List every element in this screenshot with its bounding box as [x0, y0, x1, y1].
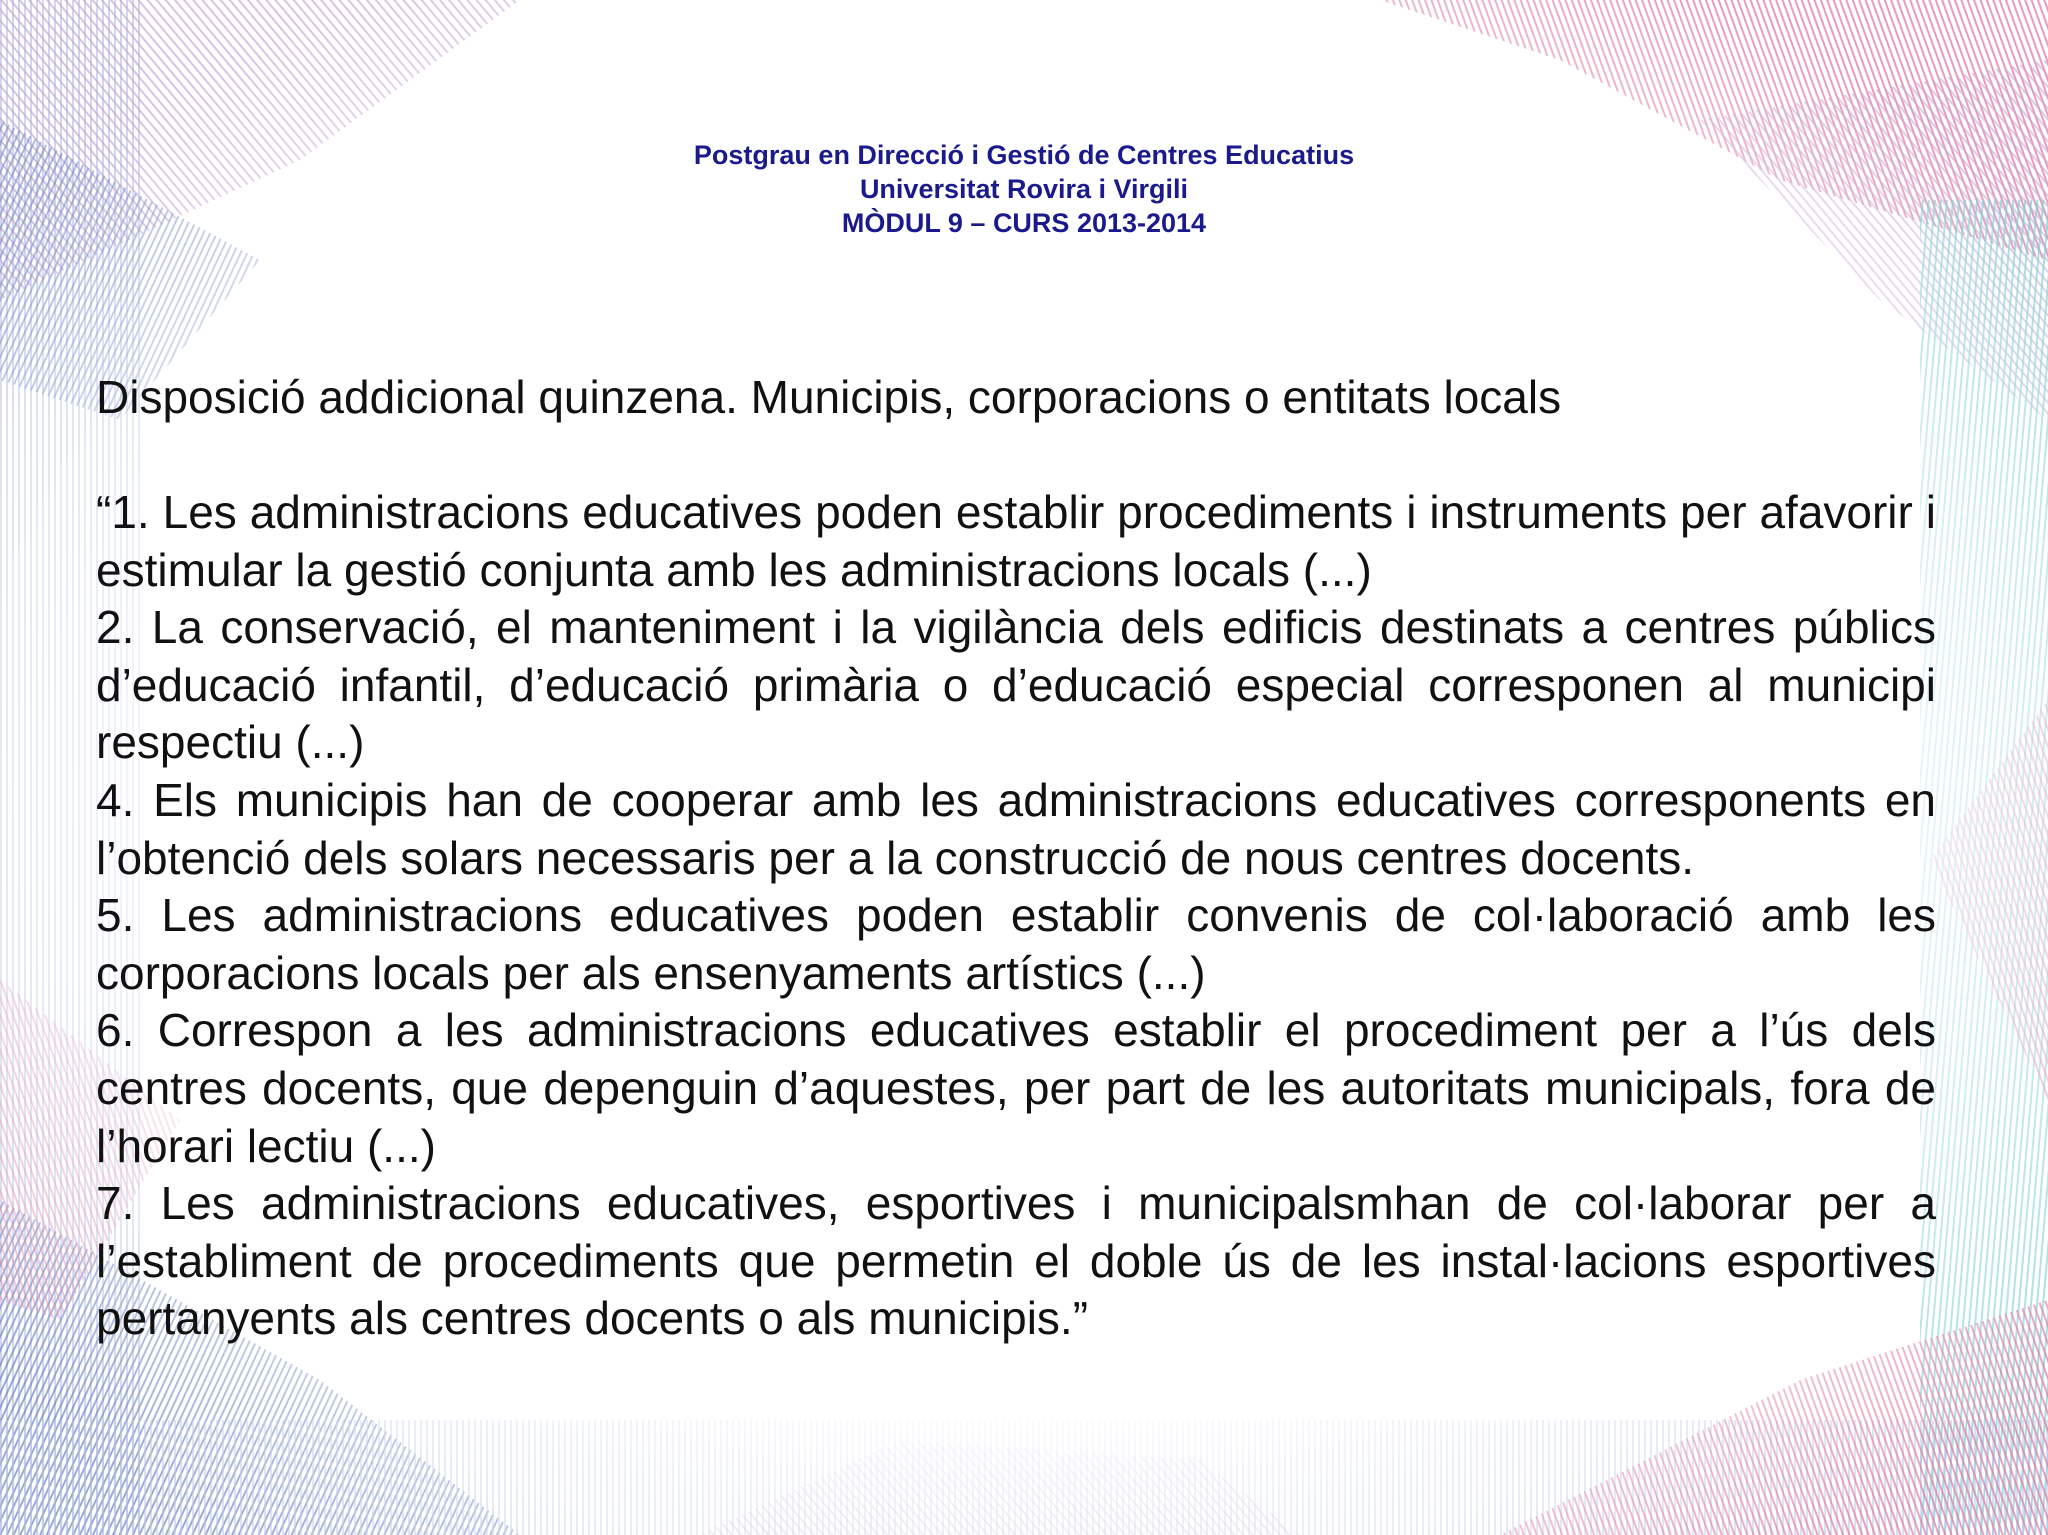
paragraph-5: 5. Les administracions educatives poden establir convenis de col·laboració amb les corporacions locals per als ensenyaments artístics (...) [96, 889, 1936, 999]
course-header [524, 138, 1524, 240]
paragraph-4: 4. Els municipis han de cooperar amb les administracions educatives corresponents en l’obtenció dels solars necessaris per a la construcció de nous centres docents. [96, 773, 1936, 884]
module-course: MÒDUL 9 – CURS 2013-2014 [841, 208, 1207, 238]
program-title: Postgrau en Direcció i Gestió de Centres Educatius [693, 140, 1355, 170]
quoted-text [96, 484, 1936, 1348]
paragraph-6: 6. Correspon a les administracions educatives establir el procediment per a l’ús dels centres docents, que depenguin d’aquestes, per part de les autoritats municipals, fora de l’horari lectiu (...) [96, 1004, 1936, 1172]
university-name: Universitat Rovira i Virgili [859, 174, 1189, 204]
slide-heading: Disposició addicional quinzena. Municipis, corporacions o entitats locals [96, 371, 1562, 423]
paragraph-2: 2. La conservació, el manteniment i la vigilància dels edificis destinats a centres públics d’educació infantil, d’educació primària o d’educació especial corresponen al municipi respectiu (...) [96, 601, 1936, 769]
paragraph-7: 7. Les administracions educatives, esportives i municipalsmhan de col·laborar per a l’establiment de procediments que permetin el doble ús de les instal·lacions esportives pertanyents als centres docents o als municipis.” [96, 1177, 1936, 1345]
paragraph-1: “1. Les administracions educatives poden establir procediments i instruments per afavorir i estimular la gestió conjunta amb les administracions locals (...) [96, 486, 1936, 596]
